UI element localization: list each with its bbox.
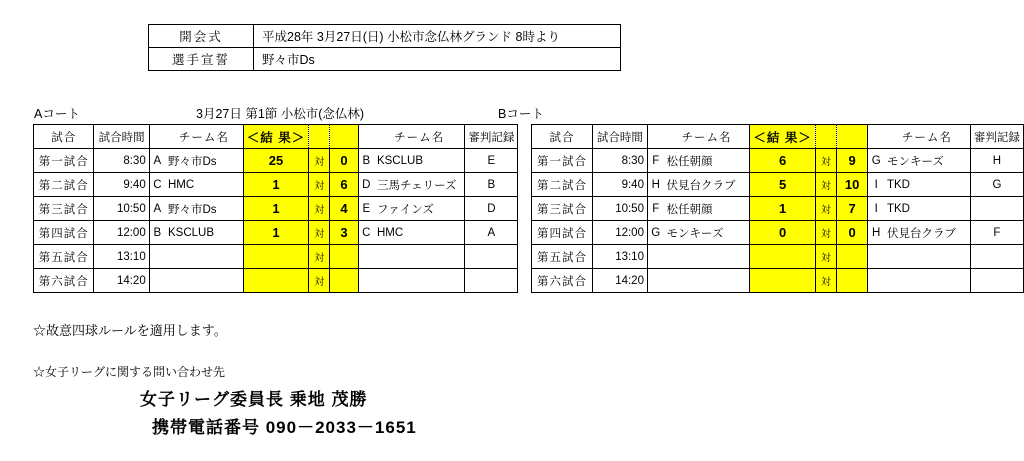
team-right: ファインズ — [374, 197, 465, 221]
table-row — [34, 149, 1024, 173]
match-label: 第一試合 — [532, 149, 592, 173]
team-left: KSCLUB — [165, 221, 243, 245]
team-left — [664, 269, 750, 293]
score-right: 10 — [836, 173, 868, 197]
score-right — [330, 245, 358, 269]
team-mark-left: H — [647, 173, 663, 197]
versus-label: 対 — [309, 245, 330, 269]
team-mark-left — [647, 269, 663, 293]
team-mark-right: H — [868, 221, 884, 245]
ceremony-row — [149, 48, 621, 71]
score-right: 0 — [836, 221, 868, 245]
ceremony-label: 選手宣誓 — [149, 48, 254, 71]
header-result-mid-a — [309, 125, 330, 149]
header-time-a: 試合時間 — [94, 125, 149, 149]
match-label: 第二試合 — [532, 173, 592, 197]
column-gap — [518, 125, 532, 149]
referee: F — [970, 221, 1023, 245]
court-title-row — [0, 104, 1024, 120]
team-left: 野々市Ds — [165, 149, 243, 173]
table-row — [34, 221, 1024, 245]
match-label: 第四試合 — [532, 221, 592, 245]
column-gap — [518, 173, 532, 197]
team-left — [165, 269, 243, 293]
referee — [970, 245, 1023, 269]
versus-label: 対 — [309, 269, 330, 293]
team-mark-left: C — [149, 173, 165, 197]
score-left: 0 — [750, 221, 815, 245]
header-match-a: 試合 — [34, 125, 94, 149]
score-right — [330, 269, 358, 293]
match-time: 14:20 — [94, 269, 149, 293]
team-right: HMC — [374, 221, 465, 245]
team-mark-right: E — [358, 197, 374, 221]
referee: E — [465, 149, 518, 173]
team-right — [884, 269, 970, 293]
match-time: 10:50 — [94, 197, 149, 221]
team-mark-left: B — [149, 221, 165, 245]
referee — [465, 269, 518, 293]
match-time: 8:30 — [94, 149, 149, 173]
header-result-right-b — [836, 125, 868, 149]
referee — [465, 245, 518, 269]
score-left — [243, 269, 308, 293]
score-right: 4 — [330, 197, 358, 221]
team-right — [374, 245, 465, 269]
team-mark-right: C — [358, 221, 374, 245]
team-left — [664, 245, 750, 269]
match-label: 第三試合 — [532, 197, 592, 221]
header-team-right-b: チーム名 — [884, 125, 970, 149]
match-label: 第五試合 — [532, 245, 592, 269]
header-mark-a — [149, 125, 165, 149]
referee: D — [465, 197, 518, 221]
ceremony-table — [148, 24, 621, 71]
score-left — [750, 269, 815, 293]
team-mark-right: G — [868, 149, 884, 173]
team-right: TKD — [884, 173, 970, 197]
header-match-b: 試合 — [532, 125, 592, 149]
team-right: TKD — [884, 197, 970, 221]
team-right: モンキーズ — [884, 149, 970, 173]
score-left — [243, 245, 308, 269]
column-gap — [518, 221, 532, 245]
score-right: 9 — [836, 149, 868, 173]
team-mark-right — [868, 269, 884, 293]
score-right: 0 — [330, 149, 358, 173]
score-right — [836, 269, 868, 293]
column-gap — [518, 149, 532, 173]
team-mark-left — [149, 245, 165, 269]
referee: A — [465, 221, 518, 245]
court-b-title: Bコート — [498, 107, 544, 121]
referee — [970, 197, 1023, 221]
match-time: 10:50 — [592, 197, 647, 221]
score-left: 5 — [750, 173, 815, 197]
team-right: 三馬チェリーズ — [374, 173, 465, 197]
column-gap — [518, 269, 532, 293]
header-referee-a: 審判記録 — [465, 125, 518, 149]
table-header-row — [34, 125, 1024, 149]
header-mark-right-a — [358, 125, 374, 149]
match-time: 9:40 — [94, 173, 149, 197]
team-mark-left: A — [149, 197, 165, 221]
match-label: 第六試合 — [34, 269, 94, 293]
table-row — [34, 173, 1024, 197]
versus-label: 対 — [815, 221, 836, 245]
contact-name: 女子リーグ委員長 乗地 茂勝 — [140, 390, 368, 409]
score-left: 1 — [750, 197, 815, 221]
header-team-right-a: チーム名 — [374, 125, 465, 149]
court-a-title: Aコート — [34, 107, 80, 121]
column-gap — [518, 197, 532, 221]
header-mark-b — [647, 125, 663, 149]
header-result-mid-b — [815, 125, 836, 149]
schedule-title: 3月27日 第1節 小松市(念仏林) — [196, 107, 365, 121]
team-left — [165, 245, 243, 269]
match-time: 12:00 — [94, 221, 149, 245]
team-mark-right — [868, 245, 884, 269]
score-left: 1 — [243, 221, 308, 245]
table-row — [34, 245, 1024, 269]
match-time: 13:10 — [592, 245, 647, 269]
match-label: 第六試合 — [532, 269, 592, 293]
match-time: 14:20 — [592, 269, 647, 293]
team-right: KSCLUB — [374, 149, 465, 173]
versus-label: 対 — [309, 173, 330, 197]
header-result-left-a: ＜結 果＞ — [243, 125, 308, 149]
ceremony-value: 平成28年 3月27日(日) 小松市念仏林グランド 8時より — [254, 25, 621, 48]
referee: H — [970, 149, 1023, 173]
note-intentional-walk: ☆故意四球ルールを適用します。 — [33, 323, 227, 338]
team-right: 伏見台クラブ — [884, 221, 970, 245]
table-row — [34, 197, 1024, 221]
versus-label: 対 — [815, 197, 836, 221]
team-mark-right — [358, 269, 374, 293]
versus-label: 対 — [309, 221, 330, 245]
team-left: 松任朝顔 — [664, 149, 750, 173]
ceremony-label: 開会式 — [149, 25, 254, 48]
versus-label: 対 — [815, 173, 836, 197]
table-row — [34, 269, 1024, 293]
match-label: 第三試合 — [34, 197, 94, 221]
header-team-left-a: チーム名 — [165, 125, 243, 149]
team-mark-left — [149, 269, 165, 293]
versus-label: 対 — [309, 149, 330, 173]
versus-label: 対 — [309, 197, 330, 221]
referee — [970, 269, 1023, 293]
team-mark-left: F — [647, 197, 663, 221]
column-gap — [518, 245, 532, 269]
ceremony-row — [149, 25, 621, 48]
score-right — [836, 245, 868, 269]
header-referee-b: 審判記録 — [970, 125, 1023, 149]
team-mark-left: A — [149, 149, 165, 173]
match-time: 9:40 — [592, 173, 647, 197]
header-time-b: 試合時間 — [592, 125, 647, 149]
score-left: 1 — [243, 173, 308, 197]
header-result-right-a — [330, 125, 358, 149]
team-mark-right: B — [358, 149, 374, 173]
score-right: 3 — [330, 221, 358, 245]
team-left: 松任朝顔 — [664, 197, 750, 221]
team-right — [374, 269, 465, 293]
team-mark-right: I — [868, 197, 884, 221]
header-team-left-b: チーム名 — [664, 125, 750, 149]
versus-label: 対 — [815, 245, 836, 269]
contact-phone: 携帯電話番号 090－2033－1651 — [152, 418, 417, 437]
score-left — [750, 245, 815, 269]
score-left: 25 — [243, 149, 308, 173]
team-mark-right: I — [868, 173, 884, 197]
match-label: 第一試合 — [34, 149, 94, 173]
score-left: 6 — [750, 149, 815, 173]
referee: G — [970, 173, 1023, 197]
team-left: 野々市Ds — [165, 197, 243, 221]
versus-label: 対 — [815, 269, 836, 293]
score-left: 1 — [243, 197, 308, 221]
score-right: 6 — [330, 173, 358, 197]
team-mark-left — [647, 245, 663, 269]
team-right — [884, 245, 970, 269]
versus-label: 対 — [815, 149, 836, 173]
match-time: 8:30 — [592, 149, 647, 173]
schedule-table — [33, 124, 1024, 293]
header-mark-right-b — [868, 125, 884, 149]
header-result-left-b: ＜結 果＞ — [750, 125, 815, 149]
match-time: 12:00 — [592, 221, 647, 245]
team-left: HMC — [165, 173, 243, 197]
referee: B — [465, 173, 518, 197]
match-time: 13:10 — [94, 245, 149, 269]
team-left: 伏見台クラブ — [664, 173, 750, 197]
ceremony-value: 野々市Ds — [254, 48, 621, 71]
team-mark-right: D — [358, 173, 374, 197]
team-mark-left: F — [647, 149, 663, 173]
match-label: 第二試合 — [34, 173, 94, 197]
match-label: 第四試合 — [34, 221, 94, 245]
score-right: 7 — [836, 197, 868, 221]
match-label: 第五試合 — [34, 245, 94, 269]
team-mark-right — [358, 245, 374, 269]
team-left: モンキーズ — [664, 221, 750, 245]
note-contact-heading: ☆女子リーグに関する問い合わせ先 — [33, 365, 226, 379]
team-mark-left: G — [647, 221, 663, 245]
